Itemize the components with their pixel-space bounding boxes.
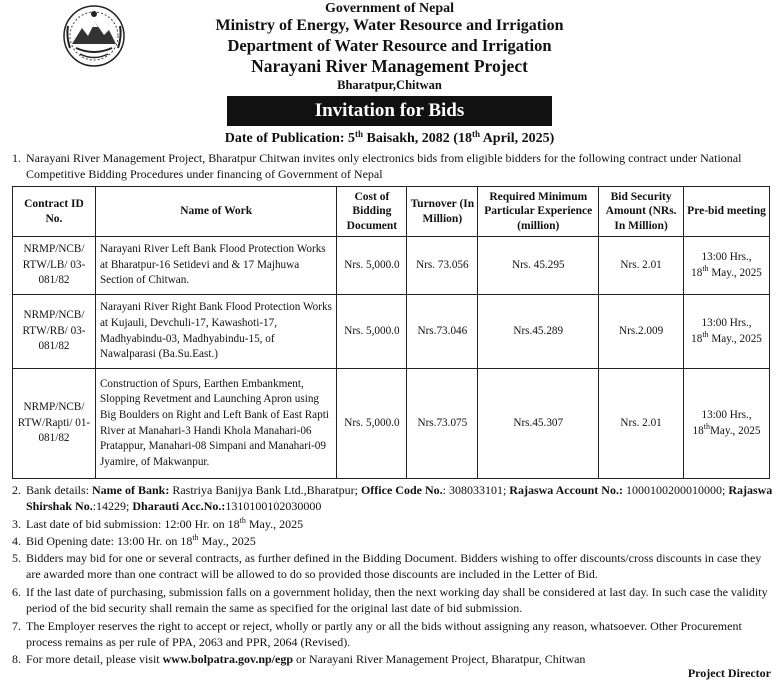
rajaswa-shirshak-label: Rajaswa Shirshak No. (26, 483, 773, 513)
item-number: 2. (12, 483, 21, 497)
cell-name-of-work: Construction of Spurs, Earthen Embankment, Slopping Revetment and Launching Apron using Big Boulders on Right and Left Bank of East Rapti River at Manahari-3 Handi Khola Manahari-06 Pratappur, Manahari-08 Simpani and Manahari-09 Jyamire, of Makwanpur. (95, 369, 336, 479)
item-8 (0, 651, 779, 668)
pub-suffix: April, 2025) (479, 131, 555, 146)
dharauti-acc-value: 1310100102030000 (225, 499, 322, 513)
header-cost: Cost of Bidding Document (337, 187, 407, 237)
item-6 (0, 584, 779, 618)
header-contract-id: Contract ID No. (13, 187, 96, 237)
meeting-time: 13:00 Hrs., (701, 250, 752, 263)
department-heading: Department of Water Resource and Irrigation (227, 36, 552, 55)
item-3 (0, 516, 779, 533)
opening-date-sup: th (192, 533, 199, 542)
rajaswa-shirshak-value: :14229; (92, 499, 133, 513)
cell-experience: Nrs.45.307 (478, 369, 599, 479)
cell-cost: Nrs. 5,000.0 (337, 369, 407, 479)
item-7 (0, 618, 779, 652)
item-4 (0, 533, 779, 550)
meeting-sup: th (703, 421, 710, 431)
meeting-rest: May., 2025 (708, 332, 762, 345)
cell-bid-security: Nrs.2.009 (599, 295, 684, 369)
meeting-sup: th (702, 329, 709, 339)
office-code-value: : 308033101; (442, 483, 510, 497)
item-number: 6. (12, 585, 21, 599)
item-text (26, 482, 774, 514)
cell-experience: Nrs.45.289 (478, 295, 599, 369)
header-experience: Required Minimum Particular Experience (million) (478, 187, 599, 237)
header-pre-bid-meeting: Pre-bid meeting (684, 187, 770, 237)
pub-sup2: th (471, 129, 480, 139)
table-header-row (13, 187, 770, 237)
cell-turnover: Nrs.73.046 (407, 295, 478, 369)
government-heading: Government of Nepal (324, 1, 455, 16)
item-number: 4. (12, 534, 21, 548)
cell-name-of-work: Narayani River Left Bank Flood Protection Works at Bharatpur-16 Setidevi and & 17 Majhuwa Section of Chitwan. (95, 237, 336, 295)
item-text: Bidders may bid for one or several contracts, as further defined in the Bidding Document. Bidders wishing to offer discounts/cross discounts in case they are awarded more than one contract will be allowed to do so provided those discounts are included in the Letter of Bid. (26, 551, 762, 581)
cell-name-of-work: Narayani River Right Bank Flood Protection Works at Kujauli, Devchuli-17, Kawashoti-17, Madhyabindu-03, Madhyabindu-15, of Nawalparasi (Ba.Su.East.) (95, 295, 336, 369)
more-detail-rest: or Narayani River Management Project, Bharatpur, Chitwan (293, 652, 586, 666)
item-text: Narayani River Management Project, Bharatpur Chitwan invites only electronics bids from eligible bidders for the following contract under National Competitive Bidding Procedures under financing of Government of Nepal (26, 151, 742, 181)
project-director-signature: Project Director (687, 666, 771, 680)
pub-mid: Baisakh, 2082 (18 (363, 131, 472, 146)
cell-contract-id: NRMP/NCB/ RTW/LB/ 03-081/82 (13, 237, 96, 295)
item-text (26, 651, 774, 667)
cell-experience: Nrs. 45.295 (478, 237, 599, 295)
location-heading: Bharatpur,Chitwan (337, 78, 442, 92)
ministry-heading: Ministry of Energy, Water Resource and Irrigation (215, 17, 564, 34)
item-1 (0, 150, 779, 184)
item-number: 8. (12, 652, 21, 666)
table-row (13, 237, 770, 295)
item-5 (0, 550, 779, 584)
submission-date-rest: May., 2025 (245, 517, 304, 531)
pub-prefix: Date of Publication: 5 (224, 131, 356, 146)
item-number: 7. (12, 619, 21, 633)
pub-sup1: th (355, 129, 364, 139)
invitation-banner: Invitation for Bids (227, 96, 552, 126)
bank-name-label: Name of Bank: (92, 483, 170, 497)
dharauti-acc-label: Dharauti Acc.No.: (132, 499, 226, 513)
opening-date-text: Bid Opening date: 13:00 Hr. on 18 (26, 534, 193, 548)
meeting-day: 18 (691, 266, 703, 279)
table-row (13, 295, 770, 369)
item-2 (0, 482, 779, 516)
cell-cost: Nrs. 5,000.0 (337, 237, 407, 295)
cell-contract-id: NRMP/NCB/ RTW/Rapti/ 01-081/82 (13, 369, 96, 479)
office-code-label: Office Code No. (360, 483, 443, 497)
item-number: 1. (12, 151, 21, 165)
meeting-time: 13:00 Hrs., (701, 316, 752, 329)
meeting-sup: th (702, 263, 709, 273)
bank-name-value: Rastriya Banijya Bank Ltd.,Bharatpur; (169, 483, 361, 497)
item-number: 3. (12, 517, 21, 531)
cell-pre-bid-meeting (684, 369, 770, 479)
table-row (13, 369, 770, 479)
meeting-rest: May., 2025 (709, 424, 761, 437)
bids-table (12, 186, 770, 479)
item-text: The Employer reserves the right to accept or reject, wholly or partly any or all the bids without assigning any reason, whatsoever. Other Procurement process remains as per rule of PPA, 2063 and PPR, 2064 (Revised). (26, 619, 742, 649)
meeting-rest: May., 2025 (708, 266, 762, 279)
cell-turnover: Nrs. 73.056 (407, 237, 478, 295)
cell-contract-id: NRMP/NCB/ RTW/RB/ 03-081/82 (13, 295, 96, 369)
cell-cost: Nrs. 5,000.0 (337, 295, 407, 369)
meeting-time: 13:00 Hrs., (701, 408, 752, 421)
bolpatra-link[interactable]: www.bolpatra.gov.np/egp (162, 652, 293, 666)
more-detail-text: For more detail, please visit (26, 652, 163, 666)
cell-bid-security: Nrs. 2.01 (599, 369, 684, 479)
meeting-day: 18 (692, 424, 704, 437)
header-turnover: Turnover (In Million) (407, 187, 478, 237)
cell-pre-bid-meeting (684, 295, 770, 369)
item-text (26, 533, 774, 549)
opening-date-rest: May., 2025 (198, 534, 256, 548)
meeting-day: 18 (691, 332, 703, 345)
cell-pre-bid-meeting (684, 237, 770, 295)
project-heading: Narayani River Management Project (251, 56, 528, 76)
rajaswa-account-value: 1000100200010000; (622, 483, 729, 497)
submission-date-text: Last date of bid submission: 12:00 Hr. on 18 (26, 517, 240, 531)
rajaswa-account-label: Rajaswa Account No.: (509, 483, 623, 497)
publication-date (0, 131, 779, 147)
cell-turnover: Nrs.73.075 (407, 369, 478, 479)
submission-date-sup: th (239, 516, 246, 525)
bank-details-intro: Bank details: (26, 483, 92, 497)
cell-bid-security: Nrs. 2.01 (599, 237, 684, 295)
item-text (26, 516, 774, 532)
item-text: If the last date of purchasing, submission falls on a government holiday, then the next working day shall be considered at last day. In such case the validity period of the bid security shall remain the same as specified for the original last date of bid submission. (26, 585, 768, 615)
item-number: 5. (12, 551, 21, 565)
header-bid-security: Bid Security Amount (NRs. In Million) (599, 187, 684, 237)
header-name-of-work: Name of Work (95, 187, 336, 237)
